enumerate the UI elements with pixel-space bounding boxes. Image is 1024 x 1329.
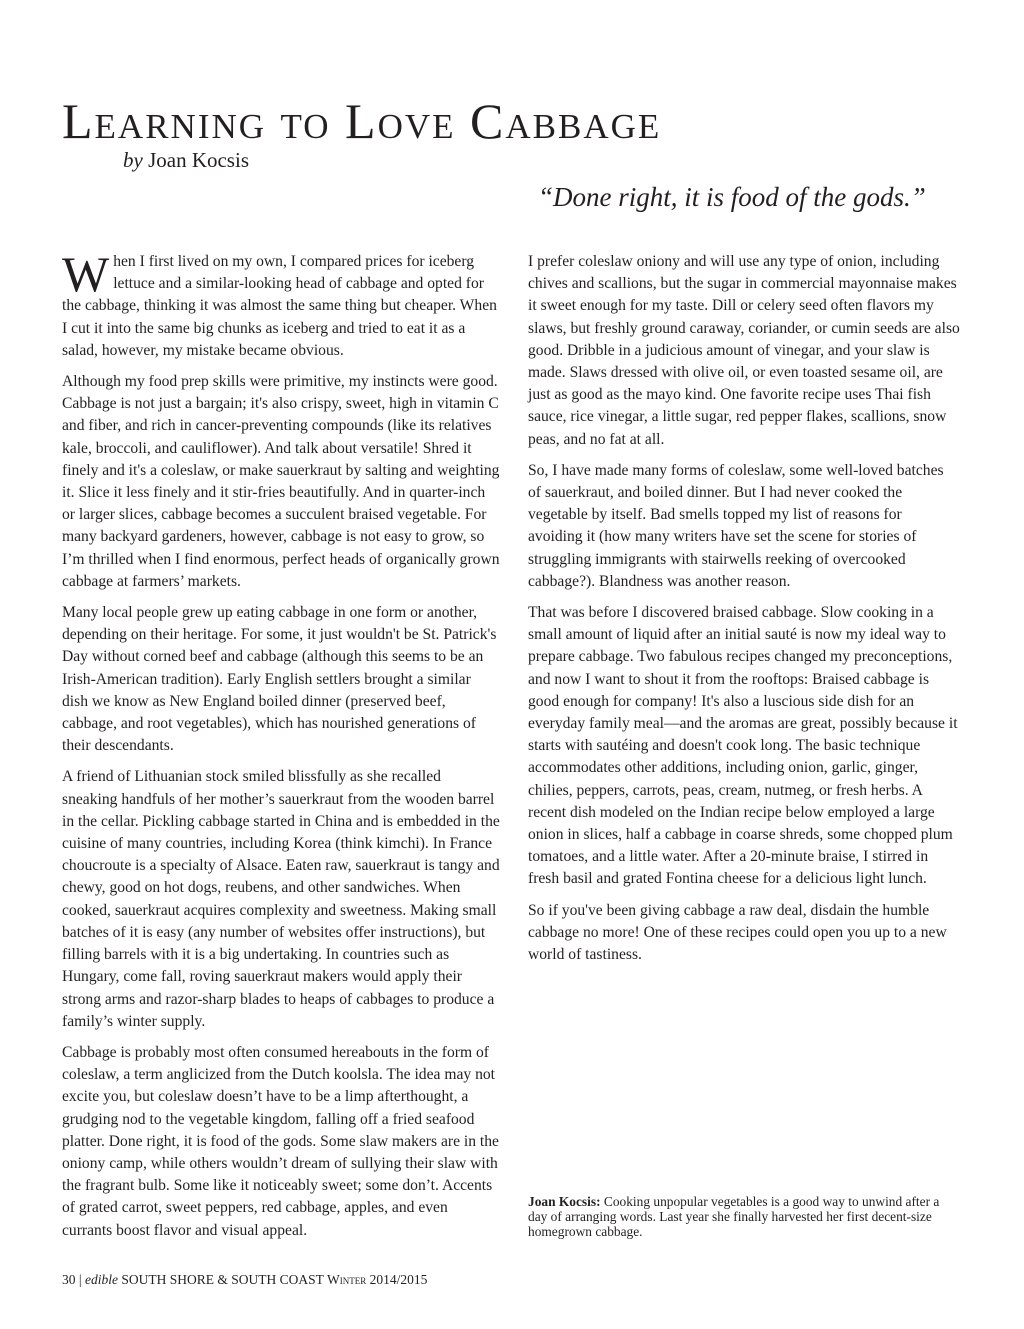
paragraph: A friend of Lithuanian stock smiled blissfully as she recalled sneaking handfuls of her mother’s sauerkraut from the wooden barrel in the cellar. Pickling cabbage started in China and is embedded in the cuisine of many countries, including Korea (think kimchi). In France choucroute is a specialty of Alsace. Eaten raw, sauerkraut is tangy and chewy, good on hot dogs, reubens, and other sandwiches. When cooked, sauerkraut acquires complexity and sweetness. Making small batches of it is easy (any number of websites offer instructions), but filling barrels with it is a big undertaking. In countries such as Hungary, come fall, roving sauerkraut makers would apply their strong arms and razor-sharp blades to heaps of cabbages to produce a family’s winter supply. [62,768,500,1030]
bio-name: Joan Kocsis: [528,1194,601,1209]
right-column [528,251,960,975]
paragraph: That was before I discovered braised cabbage. Slow cooking in a small amount of liquid after an initial sauté is now my ideal way to prepare cabbage. Two fabulous recipes changed my preconceptions, and now I want to shout it from the rooftops: Braised cabbage is good enough for company! It's also a luscious side dish for an everyday family meal—and the aromas are great, possibly because it starts with sautéing and doesn't cook long. The basic technique accommodates other additions, including onion, garlic, ginger, chilies, peppers, carrots, peas, cream, nutmeg, or fresh herbs. A recent dish modeled on the Indian recipe below employed a large onion in slices, half a cabbage in coarse shreds, some chopped plum tomatoes, and a little water. After a 20-minute braise, I stirred in fresh basil and grated Fontina cheese for a delicious light lunch. [528,604,958,888]
article-title: Learning to Love Cabbage [62,93,662,149]
byline-prefix: by [123,148,143,172]
drop-cap: W [62,246,110,302]
publication-edible: edible [84,1272,118,1287]
page-number: 30 [62,1272,76,1287]
paragraph: So, I have made many forms of coleslaw, some well-loved batches of sauerkraut, and boiled dinner. But I had never cooked the vegetable by itself. Bad smells topped my list of reasons for avoiding it (how many writers have set the scene for stories of struggling immigrants with stairwells reeking of overcooked cabbage?). Blandness was another reason. [528,461,944,590]
issue-season: Winter 2014/2015 [326,1272,428,1287]
author-name: Joan Kocsis [148,148,249,172]
paragraph: Many local people grew up eating cabbage in one form or another, depending on their heritage. For some, it just wouldn't be St. Patrick's Day without corned beef and cabbage (although this seems to be an Irish-American tradition). Early English settlers brought a similar dish we know as New England boiled dinner (preserved beef, cabbage, and root vegetables), which has nourished generations of their descendants. [62,604,497,755]
paragraph: Although my food prep skills were primitive, my instincts were good. Cabbage is not just a bargain; it's also crispy, sweet, high in vitamin C and fiber, and rich in cancer-preventing compounds (like its relatives kale, broccoli, and cauliflower). And talk about versatile! Shred it finely and it's a coleslaw, or make sauerkraut by salting and weighting it. Slice it less finely and it stir-fries beautifully. And in quarter-inch or larger slices, cabbage becomes a succulent braised vegetable. For many backyard gardeners, however, cabbage is not easy to grow, so I’m thrilled when I find enormous, perfect heads of organically grown cabbage at farmers’ markets. [62,373,500,590]
pull-quote: “Done right, it is food of the gods.” [538,182,926,212]
left-column [62,246,500,1251]
page-footer [62,1271,427,1289]
paragraph: Cabbage is probably most often consumed hereabouts in the form of coleslaw, a term anglicized from the Dutch koolsla. The idea may not excite you, but coleslaw doesn’t have to be a limp afterthought, a grudging nod to the vegetable kingdom, falling off a fried seafood platter. Done right, it is food of the gods. Some slaw makers are in the oniony camp, while others wouldn’t dream of sullying their slaw with the fragrant bulb. Some like it noticeably sweet; some don’t. Accents of grated carrot, sweet peppers, red cabbage, apples, and even currants boost flavor and visual appeal. [62,1043,499,1239]
paragraph-text: hen I first lived on my own, I compared prices for iceberg lettuce and a similar-looking head of cabbage and opted for the cabbage, thinking it was almost the same thing but cheaper. When I cut it into the same big chunks as iceberg and tried to eat it as a salad, however, my mistake became obvious. [62,253,497,359]
footer-separator: | [78,1272,82,1287]
paragraph: I prefer coleslaw oniony and will use any type of onion, including chives and scallions, but the sugar in commercial mayonnaise makes it sweet enough for my taste. Dill or celery seed often flavors my slaws, but freshly ground caraway, coriander, or cumin seeds are also good. Dribble in a judicious amount of vinegar, and your slaw is made. Slaws dressed with olive oil, or even toasted sesame oil, are just as good as the mayo kind. One favorite recipe uses Thai fish sauce, rice vinegar, a little sugar, red pepper flakes, scallions, snow peas, and no fat at all. [528,253,960,448]
publication-name: SOUTH SHORE & SOUTH COAST [121,1272,324,1287]
author-bio [528,1194,960,1239]
byline [123,146,249,174]
paragraph [62,246,500,362]
bio-text: Cooking unpopular vegetables is a good way to unwind after a day of arranging words. Last year she finally harvested her first decent-size homegrown cabbage. [528,1194,940,1239]
paragraph: So if you've been giving cabbage a raw deal, disdain the humble cabbage no more! One of these recipes could open you up to a new world of tastiness. [528,901,947,964]
